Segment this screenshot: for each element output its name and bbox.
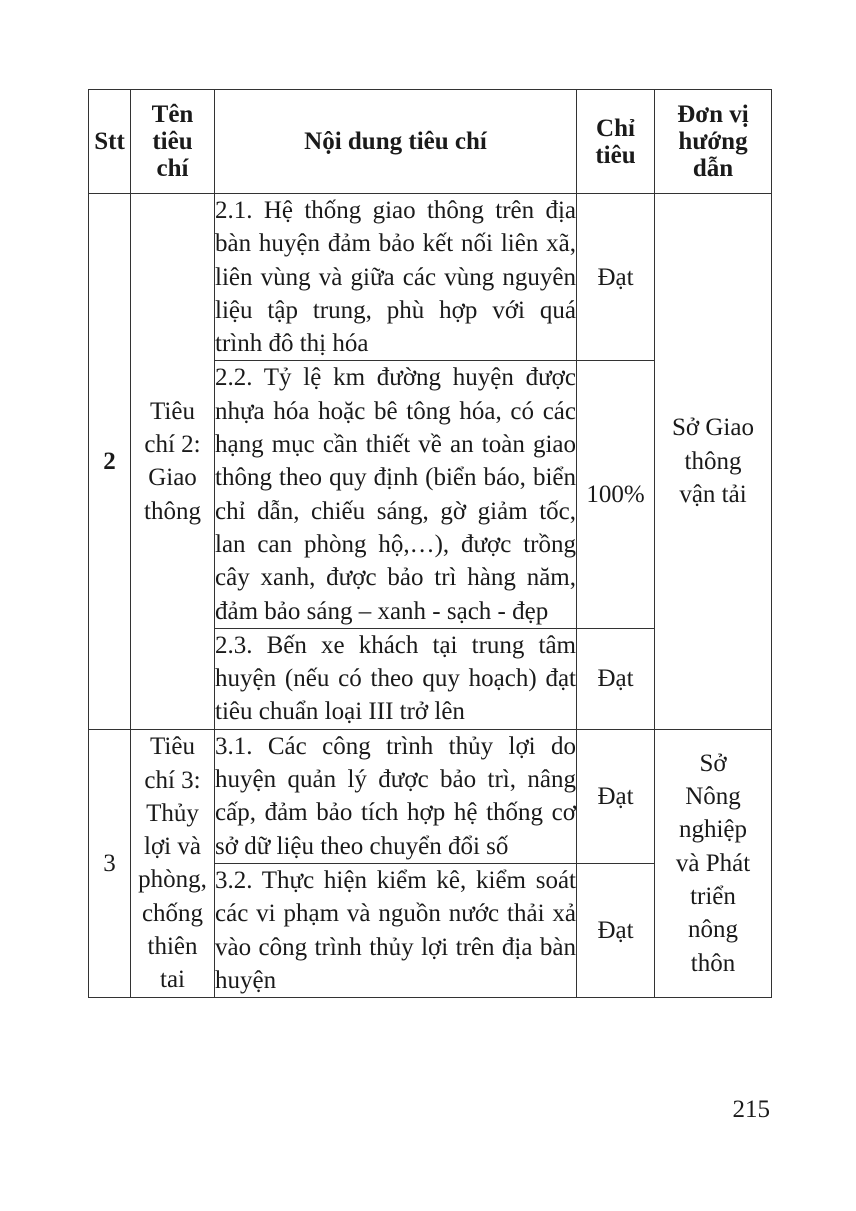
- criterion-target: Đạt: [577, 863, 655, 997]
- header-target: Chỉ tiêu: [577, 90, 655, 194]
- row-stt: 3: [89, 729, 131, 997]
- header-stt: Stt: [89, 90, 131, 194]
- row-stt: 2: [89, 194, 131, 730]
- header-name: Tên tiêu chí: [131, 90, 215, 194]
- table-row: [89, 729, 772, 863]
- criterion-name: Tiêu chí 3: Thủy lợi và phòng, chống thiên tai: [131, 729, 215, 997]
- criterion-content: 2.3. Bến xe khách tại trung tâm huyện (nếu có theo quy hoạch) đạt tiêu chuẩn loại III trở lên: [215, 628, 577, 729]
- header-unit: Đơn vị hướng dẫn: [655, 90, 772, 194]
- guiding-unit: Sở Giao thông vận tải: [655, 194, 772, 730]
- page-number: 215: [732, 1096, 770, 1123]
- header-row: [89, 90, 772, 194]
- criterion-content: 3.1. Các công trình thủy lợi do huyện quản lý được bảo trì, nâng cấp, đảm bảo tích hợp hệ thống cơ sở dữ liệu theo chuyển đổi số: [215, 729, 577, 863]
- criterion-content: 3.2. Thực hiện kiểm kê, kiểm soát các vi phạm và nguồn nước thải xả vào công trình thủy lợi trên địa bàn huyện: [215, 863, 577, 997]
- criterion-content: 2.1. Hệ thống giao thông trên địa bàn huyện đảm bảo kết nối liên xã, liên vùng và giữa các vùng nguyên liệu tập trung, phù hợp với quá trình đô thị hóa: [215, 194, 577, 361]
- criterion-target: Đạt: [577, 628, 655, 729]
- criterion-target: Đạt: [577, 729, 655, 863]
- header-content: Nội dung tiêu chí: [215, 90, 577, 194]
- guiding-unit: Sở Nông nghiệp và Phát triển nông thôn: [655, 729, 772, 997]
- criterion-name: Tiêu chí 2: Giao thông: [131, 194, 215, 730]
- criterion-target: 100%: [577, 361, 655, 628]
- criterion-target: Đạt: [577, 194, 655, 361]
- table-row: [89, 194, 772, 361]
- criteria-table: [88, 89, 772, 998]
- criterion-content: 2.2. Tỷ lệ km đường huyện được nhựa hóa hoặc bê tông hóa, có các hạng mục cần thiết về an toàn giao thông theo quy định (biển báo, biển chỉ dẫn, chiếu sáng, gờ giảm tốc, lan can phòng hộ,…), được trồng cây xanh, được bảo trì hàng năm, đảm bảo sáng – xanh - sạch - đẹp: [215, 361, 577, 628]
